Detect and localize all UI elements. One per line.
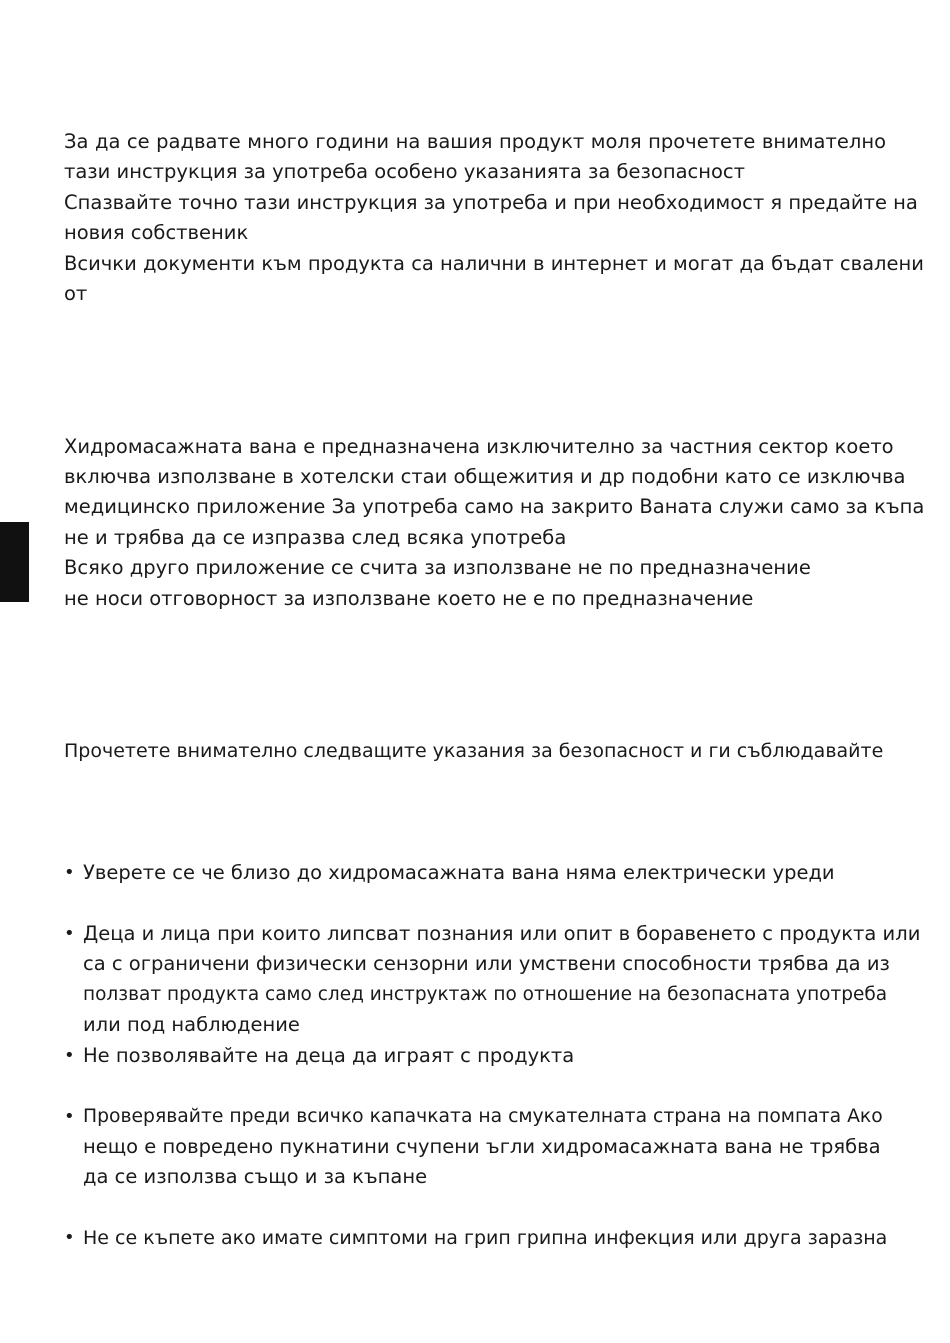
intro-line: новия собственик [64,221,249,244]
intro-line: Всички документи към продукта са налични в интернет и могат да бъдат свалени [64,252,924,275]
intended-use-line: не и трябва да се изпразва след всяка употреба [64,526,567,549]
bullet-icon: • [64,1045,75,1066]
list-item-line: да се използва също и за къпане [83,1165,428,1188]
bullet-icon: • [64,862,75,883]
bullet-icon: • [64,1106,75,1127]
list-item-line: Не позволявайте на деца да играят с продукта [83,1044,575,1067]
intended-use-line: Хидромасажната вана е предназначена изключително за частния сектор което [64,435,894,458]
intro-line: тази инструкция за употреба особено указанията за безопасност [64,160,746,183]
list-item-line: Деца и лица при които липсват познания или опит в боравенето с продукта или [83,922,921,945]
list-item-line: Уверете се че близо до хидромасажната вана няма електрически уреди [83,861,835,884]
intended-use-line: включва използване в хотелски стаи общежития и др подобни като се изключва [64,465,906,488]
bullet-icon: • [64,1227,75,1248]
intended-use-line: не носи отговорност за използване което не е по предназначение [64,587,754,610]
bullet-icon: • [64,923,75,944]
section-marker-tab [0,522,29,602]
list-item-line: или под наблюдение [83,1013,300,1036]
list-item-line: нещо е повредено пукнатини счупени ъгли хидромасажната вана не трябва [83,1135,881,1158]
intended-use-line: медицинско приложение За употреба само на закрито Ваната служи само за къпа [64,495,925,518]
intro-line: Спазвайте точно тази инструкция за употреба и при необходимост я предайте на [64,191,918,214]
intro-line: За да се радвате много години на вашия продукт моля прочетете внимателно [64,130,886,153]
list-item-line: ползват продукта само след инструктаж по отношение на безопасната употреба [83,984,888,1005]
list-item-line: Проверявайте преди всичко капачката на смукателната страна на помпата Ако [83,1106,883,1127]
intro-line: от [64,282,88,305]
intended-use-line: Всяко друго приложение се счита за използване не по предназначение [64,556,811,579]
list-item-line: Не се къпете ако имате симптоми на грип грипна инфекция или друга заразна [83,1227,888,1249]
list-item-line: са с ограничени физически сензорни или умствени способности трябва да из [83,952,890,975]
safety-intro: Прочетете внимателно следващите указания за безопасност и ги съблюдавайте [64,740,884,762]
